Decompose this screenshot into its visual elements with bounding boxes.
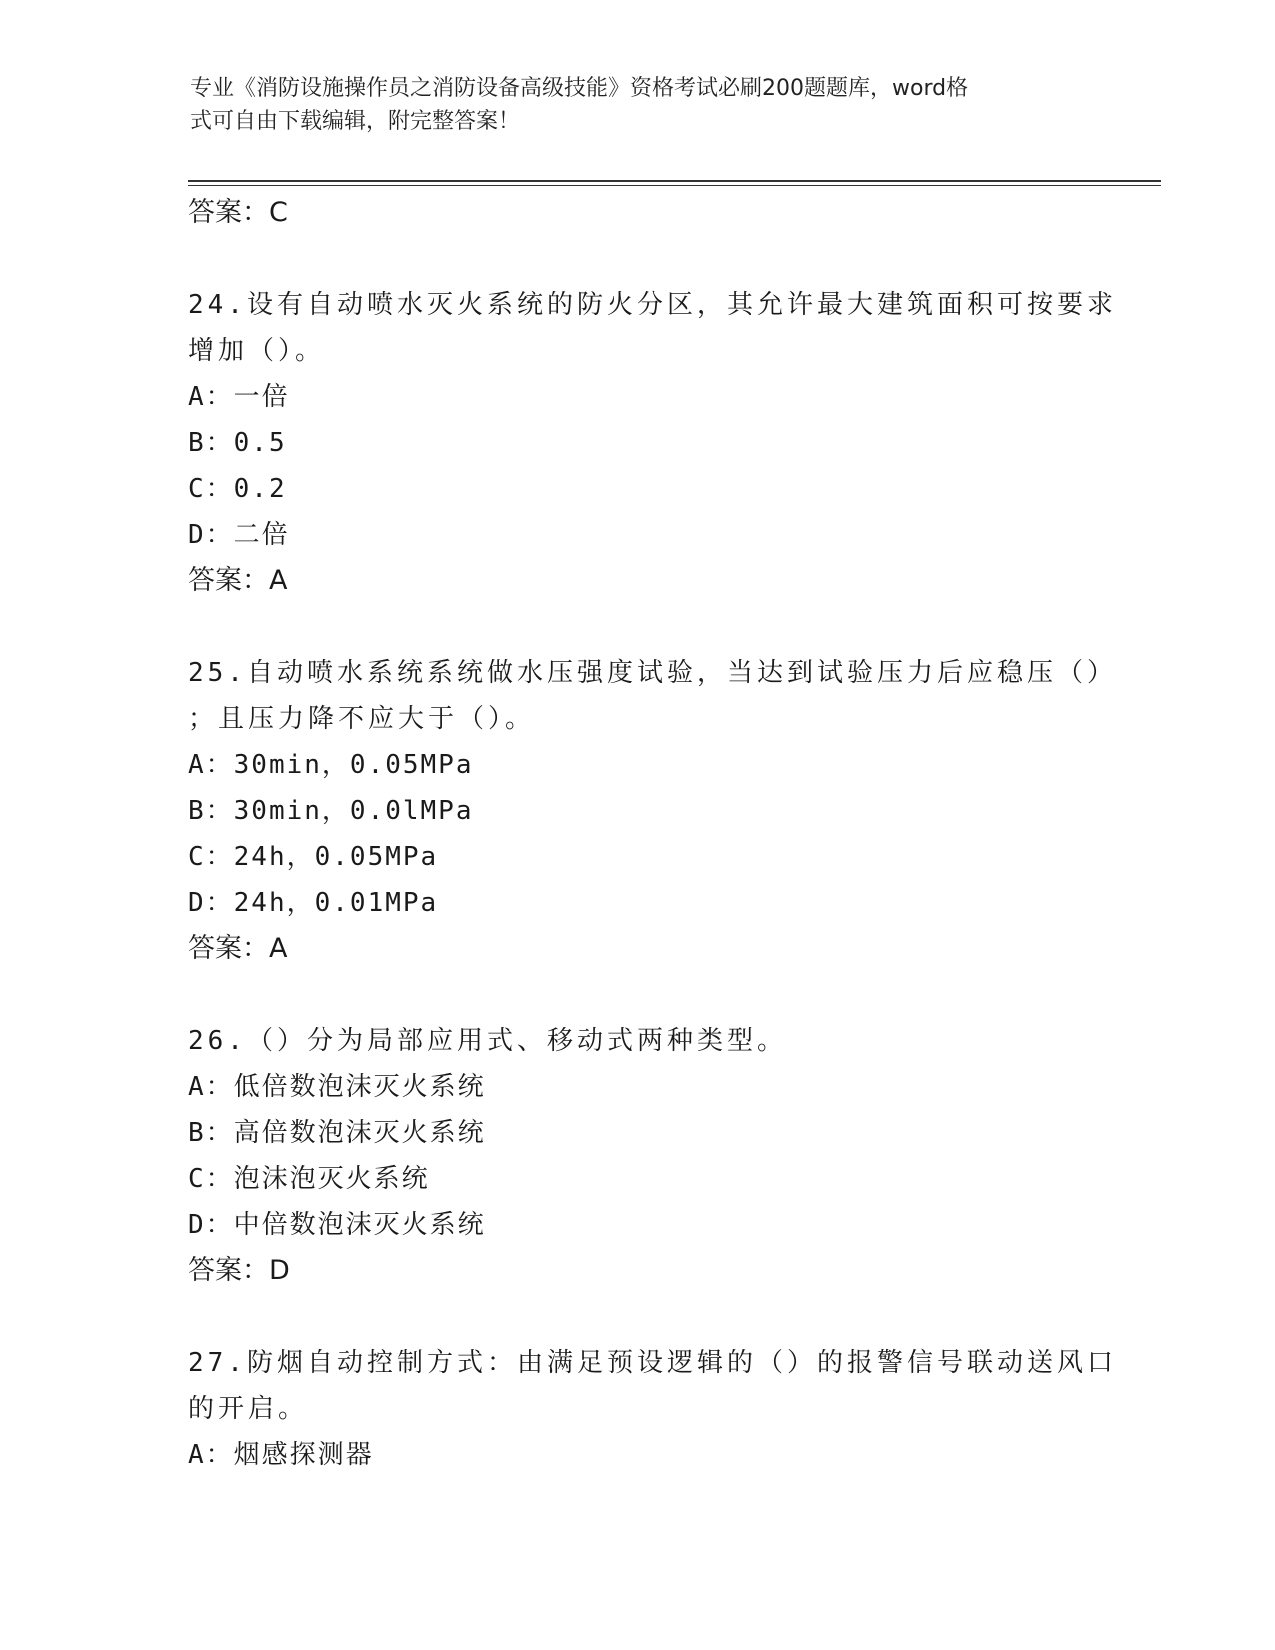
answer-line: 答案：C bbox=[188, 197, 288, 228]
question-text: 增加（）。 bbox=[188, 336, 326, 366]
document-header bbox=[190, 72, 1070, 138]
question-26 bbox=[188, 1018, 1088, 1294]
option-b: B：高倍数泡沫灭火系统 bbox=[188, 1118, 486, 1148]
answer-line: 答案：A bbox=[188, 933, 288, 964]
option-d: D：二倍 bbox=[188, 520, 290, 550]
question-25 bbox=[188, 650, 1117, 972]
question-text: 26.（）分为局部应用式、移动式两种类型。 bbox=[188, 1026, 787, 1056]
option-a: A：低倍数泡沫灭火系统 bbox=[188, 1072, 486, 1102]
question-list bbox=[188, 190, 1117, 1478]
option-c: C：泡沫泡灭火系统 bbox=[188, 1164, 430, 1194]
option-a: A：30min，0.05MPa bbox=[188, 750, 474, 780]
question-text: 25.自动喷水系统系统做水压强度试验，当达到试验压力后应稳压（） bbox=[188, 658, 1117, 688]
answer-line: 答案：D bbox=[188, 1255, 290, 1286]
header-divider-thin bbox=[188, 185, 1161, 186]
option-a: A：烟感探测器 bbox=[188, 1440, 374, 1470]
header-divider-thick bbox=[188, 180, 1161, 182]
option-d: D：中倍数泡沫灭火系统 bbox=[188, 1210, 486, 1240]
option-a: A：一倍 bbox=[188, 382, 290, 412]
question-27 bbox=[188, 1340, 1117, 1478]
option-c: C：24h，0.05MPa bbox=[188, 842, 439, 872]
option-b: B：0.5 bbox=[188, 428, 287, 458]
question-text: ；且压力降不应大于（）。 bbox=[188, 704, 536, 734]
header-line-1: 专业《消防设施操作员之消防设备高级技能》资格考试必刷200题题库，word格 bbox=[190, 76, 969, 101]
question-24 bbox=[188, 282, 1117, 604]
option-c: C：0.2 bbox=[188, 474, 287, 504]
answer-line: 答案：A bbox=[188, 565, 288, 596]
header-line-2: 式可自由下载编辑，附完整答案！ bbox=[190, 109, 521, 134]
question-text: 的开启。 bbox=[188, 1394, 309, 1424]
option-d: D：24h，0.01MPa bbox=[188, 888, 439, 918]
question-text: 27.防烟自动控制方式：由满足预设逻辑的（）的报警信号联动送风口 bbox=[188, 1348, 1117, 1378]
question-text: 24.设有自动喷水灭火系统的防火分区，其允许最大建筑面积可按要求 bbox=[188, 290, 1117, 320]
option-b: B：30min，0.0lMPa bbox=[188, 796, 474, 826]
